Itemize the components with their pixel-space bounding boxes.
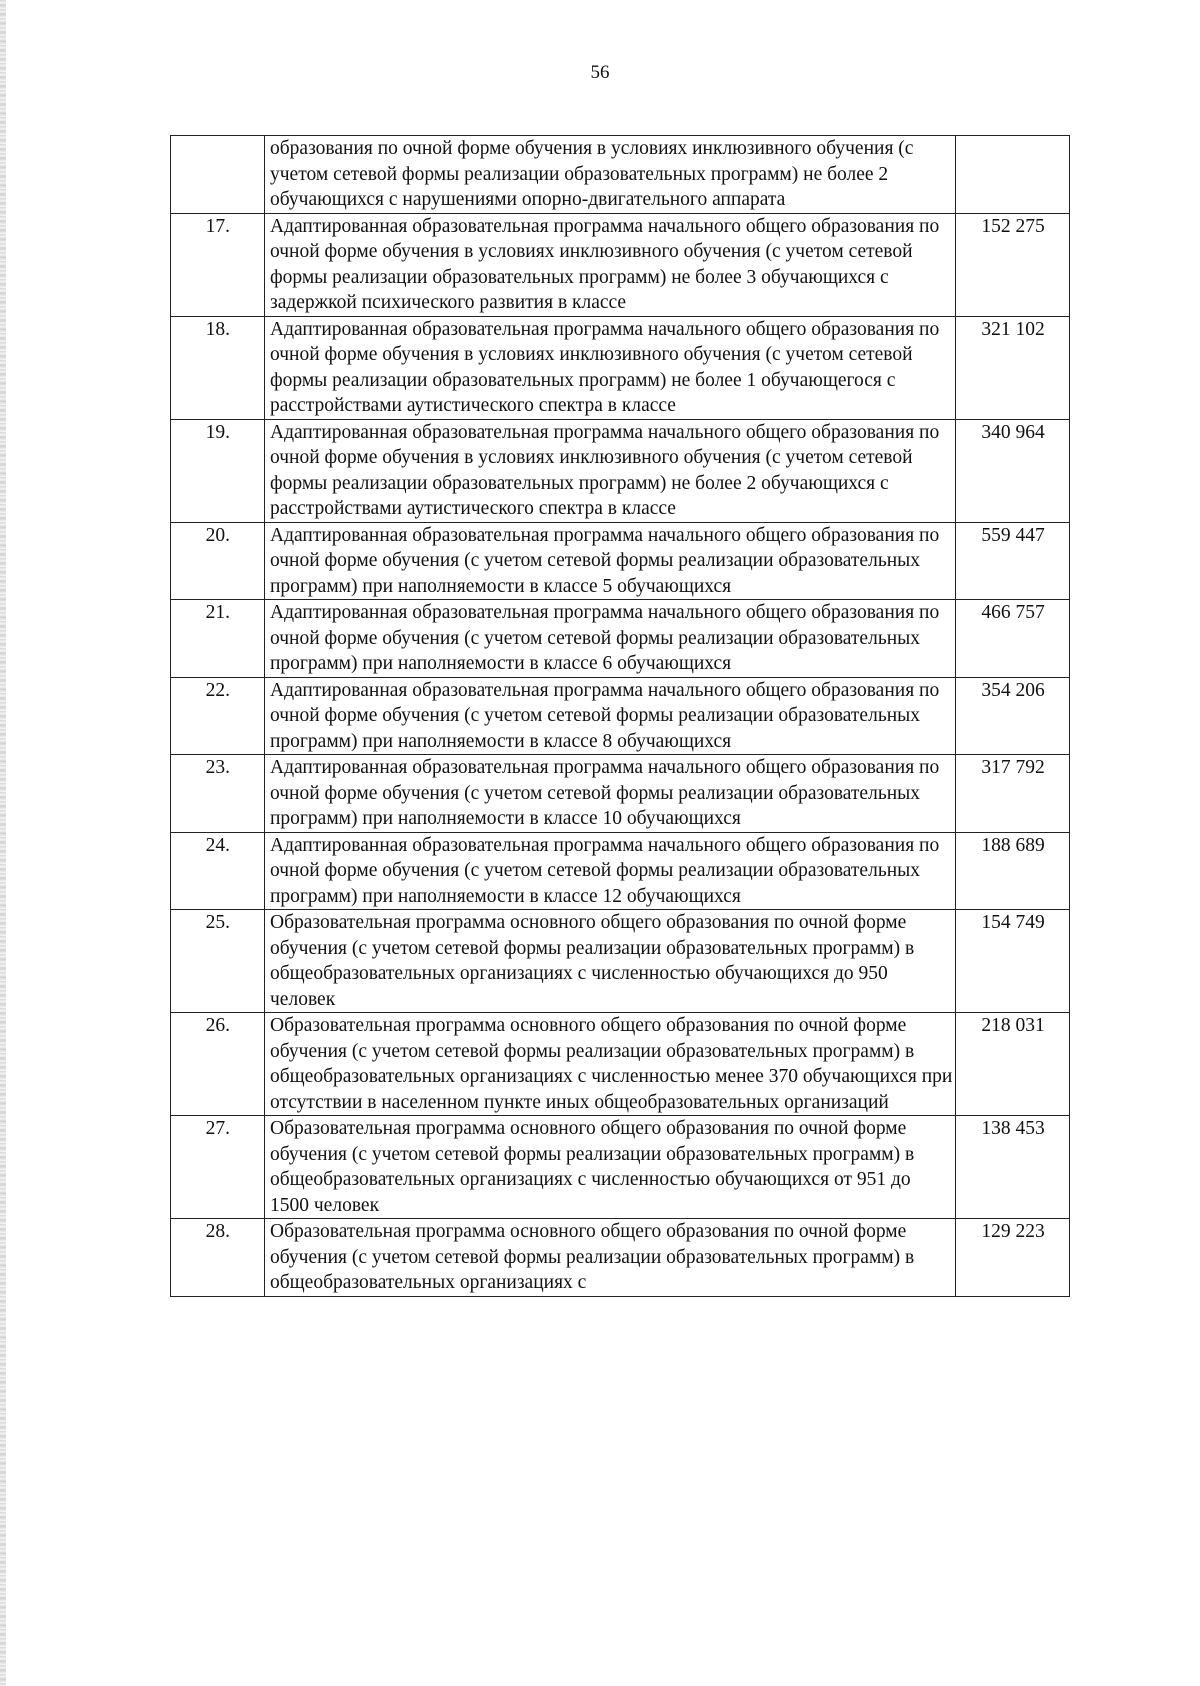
row-description: Адаптированная образовательная программа начального общего образования по очной форме обучения в условиях инклюзивного обучения (с учетом сетевой формы реализации образовательных программ) не более 2 обучающихся с расстройствами аутистического спектра в классе (265, 419, 956, 522)
row-value (956, 136, 1070, 214)
row-description: Образовательная программа основного общего образования по очной форме обучения (с учетом сетевой формы реализации образовательных программ) в общеобразовательных организациях с численностью обучающихся от 951 до 1500 человек (265, 1116, 956, 1219)
row-number: 21. (171, 600, 265, 678)
row-number: 17. (171, 213, 265, 316)
row-number: 20. (171, 522, 265, 600)
row-description: Адаптированная образовательная программа начального общего образования по очной форме обучения в условиях инклюзивного обучения (с учетом сетевой формы реализации образовательных программ) не более 1 обучающегося с расстройствами аутистического спектра в классе (265, 316, 956, 419)
table-row (171, 677, 1070, 755)
row-value: 154 749 (956, 910, 1070, 1013)
table-row (171, 316, 1070, 419)
table-row (171, 832, 1070, 910)
row-description: Образовательная программа основного общего образования по очной форме обучения (с учетом сетевой формы реализации образовательных программ) в общеобразовательных организациях с (265, 1219, 956, 1297)
table-row (171, 910, 1070, 1013)
table-row (171, 419, 1070, 522)
row-value: 218 031 (956, 1013, 1070, 1116)
row-number: 28. (171, 1219, 265, 1297)
row-value: 354 206 (956, 677, 1070, 755)
table-row (171, 600, 1070, 678)
row-description: образования по очной форме обучения в условиях инклюзивного обучения (с учетом сетевой формы реализации образовательных программ) не более 2 обучающихся с нарушениями опорно-двигательного аппарата (265, 136, 956, 214)
row-description: Адаптированная образовательная программа начального общего образования по очной форме обучения в условиях инклюзивного обучения (с учетом сетевой формы реализации образовательных программ) не более 3 обучающихся с задержкой психического развития в классе (265, 213, 956, 316)
row-number: 23. (171, 755, 265, 833)
page-number: 56 (590, 62, 610, 83)
row-number: 27. (171, 1116, 265, 1219)
row-number: 26. (171, 1013, 265, 1116)
cost-table (170, 135, 1070, 1297)
scan-edge (0, 0, 6, 1686)
row-value: 317 792 (956, 755, 1070, 833)
table-row (171, 522, 1070, 600)
row-description: Адаптированная образовательная программа начального общего образования по очной форме обучения (с учетом сетевой формы реализации образовательных программ) при наполняемости в классе 6 обучающихся (265, 600, 956, 678)
table-row (171, 1013, 1070, 1116)
row-value: 138 453 (956, 1116, 1070, 1219)
row-description: Адаптированная образовательная программа начального общего образования по очной форме обучения (с учетом сетевой формы реализации образовательных программ) при наполняемости в классе 8 обучающихся (265, 677, 956, 755)
table-row (171, 755, 1070, 833)
row-value: 559 447 (956, 522, 1070, 600)
row-description: Образовательная программа основного общего образования по очной форме обучения (с учетом сетевой формы реализации образовательных программ) в общеобразовательных организациях с численностью обучающихся до 950 человек (265, 910, 956, 1013)
row-description: Образовательная программа основного общего образования по очной форме обучения (с учетом сетевой формы реализации образовательных программ) в общеобразовательных организациях с численностью менее 370 обучающихся при отсутствии в населенном пункте иных общеобразовательных организаций (265, 1013, 956, 1116)
row-description: Адаптированная образовательная программа начального общего образования по очной форме обучения (с учетом сетевой формы реализации образовательных программ) при наполняемости в классе 12 обучающихся (265, 832, 956, 910)
row-value: 129 223 (956, 1219, 1070, 1297)
table-row (171, 213, 1070, 316)
row-description: Адаптированная образовательная программа начального общего образования по очной форме обучения (с учетом сетевой формы реализации образовательных программ) при наполняемости в классе 10 обучающихся (265, 755, 956, 833)
row-number (171, 136, 265, 214)
row-value: 321 102 (956, 316, 1070, 419)
row-number: 22. (171, 677, 265, 755)
row-description: Адаптированная образовательная программа начального общего образования по очной форме обучения (с учетом сетевой формы реализации образовательных программ) при наполняемости в классе 5 обучающихся (265, 522, 956, 600)
row-number: 18. (171, 316, 265, 419)
row-value: 188 689 (956, 832, 1070, 910)
table-row (171, 1116, 1070, 1219)
row-value: 152 275 (956, 213, 1070, 316)
row-number: 19. (171, 419, 265, 522)
table-row (171, 136, 1070, 214)
table-row (171, 1219, 1070, 1297)
row-value: 466 757 (956, 600, 1070, 678)
row-value: 340 964 (956, 419, 1070, 522)
row-number: 25. (171, 910, 265, 1013)
row-number: 24. (171, 832, 265, 910)
